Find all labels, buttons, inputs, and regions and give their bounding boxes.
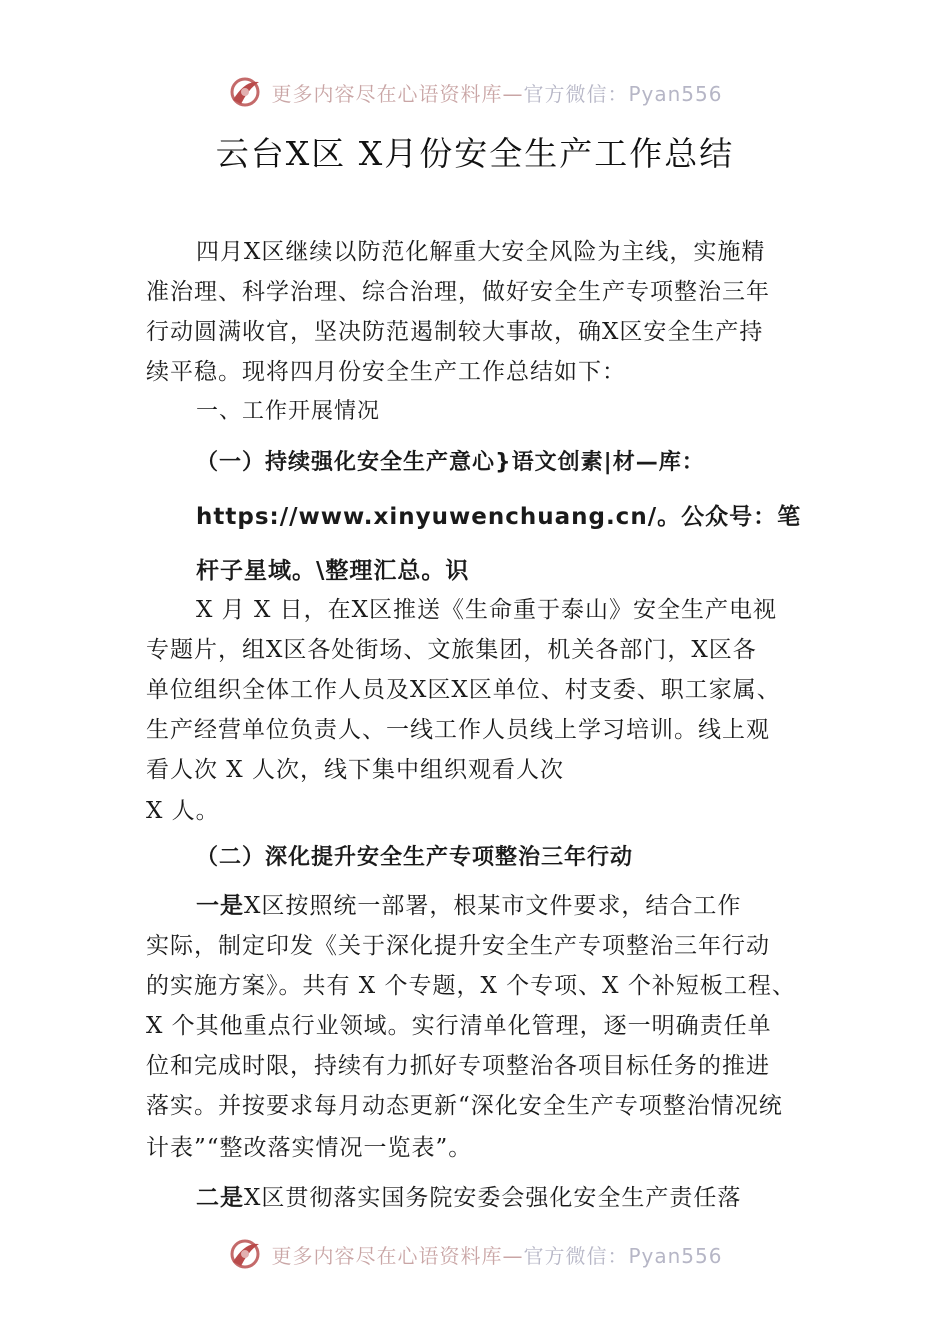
intro-line: 准治理、科学治理、综合治理，做好安全生产专项整治三年: [146, 279, 770, 305]
subsection-heading-cont: 杆子星域。\整理汇总。识: [196, 558, 470, 584]
subsection-heading: （一）持续强化安全生产意心}语文创素|材—库：: [196, 450, 705, 475]
brush-logo-icon: [227, 74, 263, 110]
body-line: 一是X区按照统一部署，根某市文件要求，结合工作: [196, 893, 742, 919]
body-line: 单位组织全体工作人员及X区X区单位、村支委、职工家属、: [146, 677, 781, 703]
body-line: X 人。: [146, 798, 220, 824]
intro-line: 四月X区继续以防范化解重大安全风险为主线，实施精: [196, 239, 766, 265]
body-line: 实际，制定印发《关于深化提升安全生产专项整治三年行动: [146, 933, 770, 959]
body-line: 二是X区贯彻落实国务院安委会强化安全生产责任落: [196, 1185, 742, 1211]
watermark-text: 更多内容尽在心语资料库—官方微信：Pyan556: [271, 81, 723, 106]
brush-logo-icon: [227, 1236, 263, 1272]
intro-line: 行动圆满收官，坚决防范遏制较大事故，确X区安全生产持: [146, 319, 764, 345]
body-line: 位和完成时限，持续有力抓好专项整治各项目标任务的推进: [146, 1053, 770, 1079]
body-line: 专题片，组X区各处街场、文旅集团，机关各部门，X区各: [146, 637, 757, 663]
subsection-heading: （二）深化提升安全生产专项整治三年行动: [196, 845, 634, 870]
watermark-banner-bottom: [0, 1234, 950, 1274]
watermark-banner-top: [0, 72, 950, 112]
lead-text: 二是: [196, 1185, 244, 1211]
body-line: X 月 X 日，在X区推送《生命重于泰山》安全生产电视: [196, 597, 778, 623]
watermark-text: 更多内容尽在心语资料库—官方微信：Pyan556: [271, 1243, 723, 1268]
intro-line: 续平稳。现将四月份安全生产工作总结如下：: [146, 359, 626, 385]
lead-text: 一是: [196, 893, 244, 919]
subsection-heading-url: https://www.xinyuwenchuang.cn/。公众号：笔: [196, 504, 802, 530]
body-line: 计表”“整改落实情况一览表”。: [146, 1135, 473, 1161]
body-line: X 个其他重点行业领域。实行清单化管理，逐一明确责任单: [146, 1013, 772, 1039]
body-line: 落实。并按要求每月动态更新“深化安全生产专项整治情况统: [146, 1093, 783, 1119]
body-line: 的实施方案》。共有 X 个专题，X 个专项、X 个补短板工程、: [146, 973, 796, 999]
page-title: 云台X区 X月份安全生产工作总结: [215, 134, 735, 173]
body-line: 生产经营单位负责人、一线工作人员线上学习培训。线上观: [146, 717, 770, 743]
body-line: 看人次 X 人次，线下集中组织观看人次: [146, 757, 564, 783]
section-heading: 一、工作开展情况: [196, 399, 381, 424]
